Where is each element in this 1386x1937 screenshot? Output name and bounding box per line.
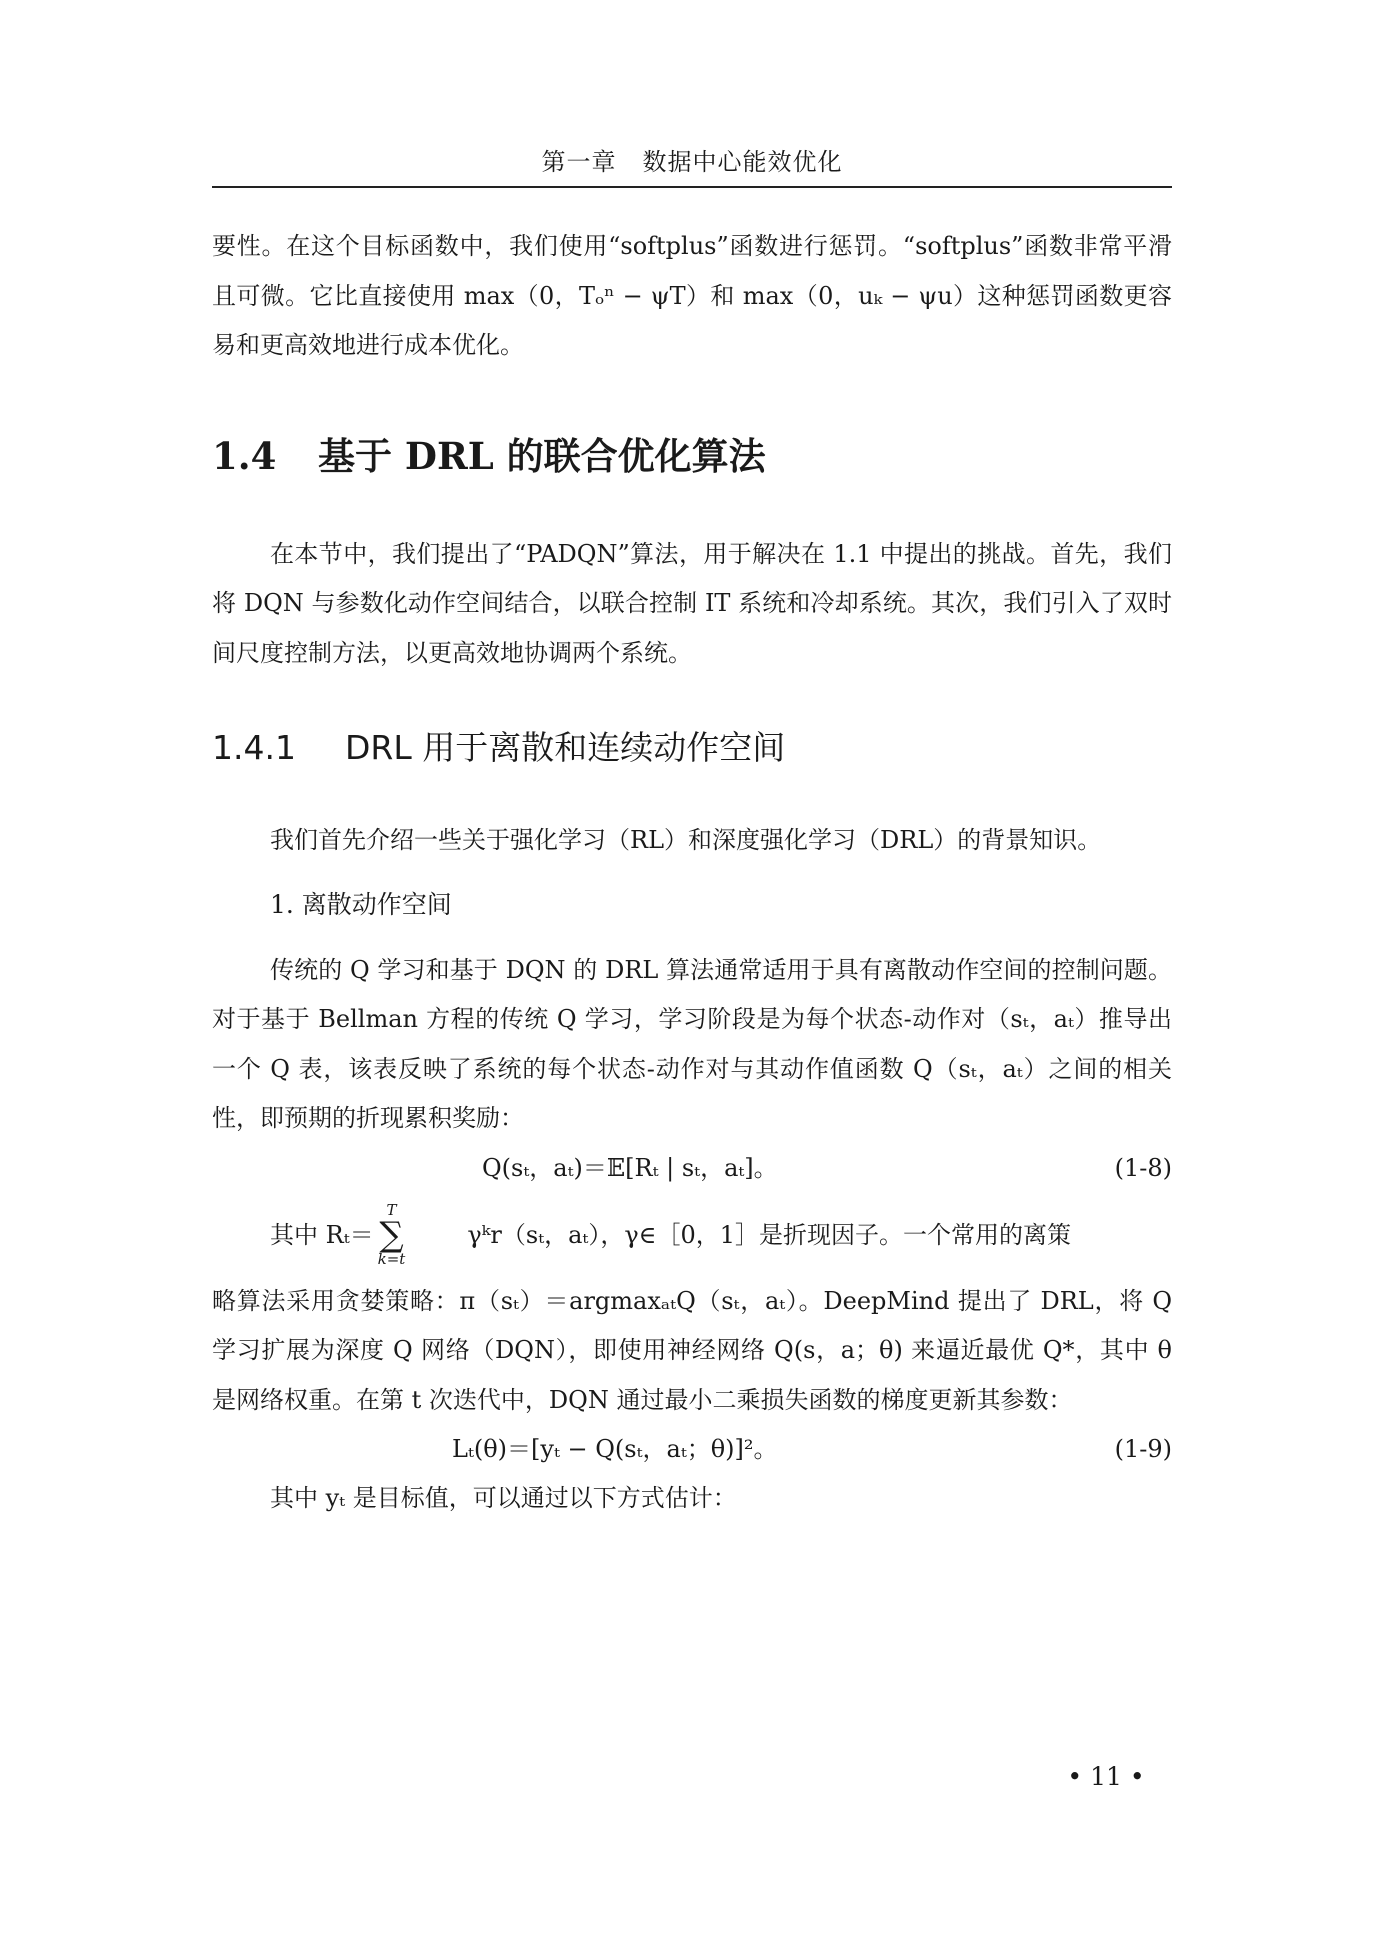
equation-1-9: [212, 1425, 1172, 1474]
equation-number: (1-9): [1114, 1435, 1172, 1463]
equation-number: (1-8): [1114, 1153, 1172, 1182]
subsection-number: 1.4.1: [212, 728, 296, 767]
paragraph-6: 其中 yₜ 是目标值，可以通过以下方式估计：: [270, 1484, 737, 1512]
running-head-chapter: 第一章: [541, 148, 617, 176]
subsection-title: DRL 用于离散和连续动作空间: [345, 728, 786, 767]
running-head-title: 数据中心能效优化: [642, 148, 843, 176]
subsection-heading: [212, 722, 1172, 774]
page-number: • 11 •: [1067, 1762, 1145, 1791]
list-item-discrete-action-space: 1. 离散动作空间: [270, 889, 452, 919]
section-heading: [212, 429, 1172, 483]
equation-expression: Lₜ(θ)＝[yₜ − Q(sₜ，aₜ；θ)]²。: [452, 1435, 778, 1463]
equation-1-8: [212, 1144, 1172, 1193]
section-title: 基于 DRL 的联合优化算法: [318, 433, 766, 478]
summation-upper-limit: T: [386, 1200, 397, 1219]
paragraph-2: 在本节中，我们提出了“PADQN”算法，用于解决在 1.1 中提出的挑战。首先，我们将 DQN 与参数化动作空间结合，以联合控制 IT 系统和冷却系统。其次，我们引入了双时间尺度控制方法，以更高效地协调两个系统。: [212, 539, 1172, 667]
summation: [377, 1200, 406, 1268]
header-rule: [212, 186, 1172, 188]
paragraph-3: 我们首先介绍一些关于强化学习（RL）和深度强化学习（DRL）的背景知识。: [270, 826, 1102, 854]
paragraph-5-first-line: [212, 1193, 1172, 1277]
summation-symbol: ∑: [379, 1214, 404, 1255]
paragraph-1: 要性。在这个目标函数中，我们使用“softplus”函数进行惩罚。“softplus”函数非常平滑且可微。它比直接使用 max（0，Tₒⁿ − ψT）和 max（0，uₖ − ψu）这种惩罚函数更容易和更高效地进行成本优化。: [212, 232, 1172, 359]
paragraph-4: 传统的 Q 学习和基于 DQN 的 DRL 算法通常适用于具有离散动作空间的控制问题。对于基于 Bellman 方程的传统 Q 学习，学习阶段是为每个状态-动作对（sₜ，aₜ）推导出一个 Q 表，该表反映了系统的每个状态-动作对与其动作值函数 Q（sₜ，aₜ）之间的相关性，即预期的折现累积奖励：: [212, 955, 1172, 1132]
section-number: 1.4: [212, 433, 277, 478]
equation-expression: Q(sₜ，aₜ)＝𝔼[Rₜ | sₜ，aₜ]。: [482, 1153, 778, 1182]
summation-lower-limit: k=t: [377, 1249, 406, 1268]
paragraph-5-after-sum: γᵏr（sₜ，aₜ），γ∈［0，1］是折现因子。一个常用的离策: [467, 1220, 1071, 1249]
paragraph-5-lead: 其中 Rₜ＝: [270, 1220, 374, 1249]
page-body: [212, 222, 1172, 1524]
running-head: [212, 142, 1172, 177]
paragraph-5-rest: 略算法采用贪婪策略：π（sₜ）＝argmaxₐₜQ（sₜ，aₜ）。DeepMind 提出了 DRL，将 Q 学习扩展为深度 Q 网络（DQN），即使用神经网络 Q(s，a；θ) 来逼近最优 Q*，其中 θ 是网络权重。在第 t 次迭代中，DQN 通过最小二乘损失函数的梯度更新其参数：: [212, 1286, 1172, 1414]
